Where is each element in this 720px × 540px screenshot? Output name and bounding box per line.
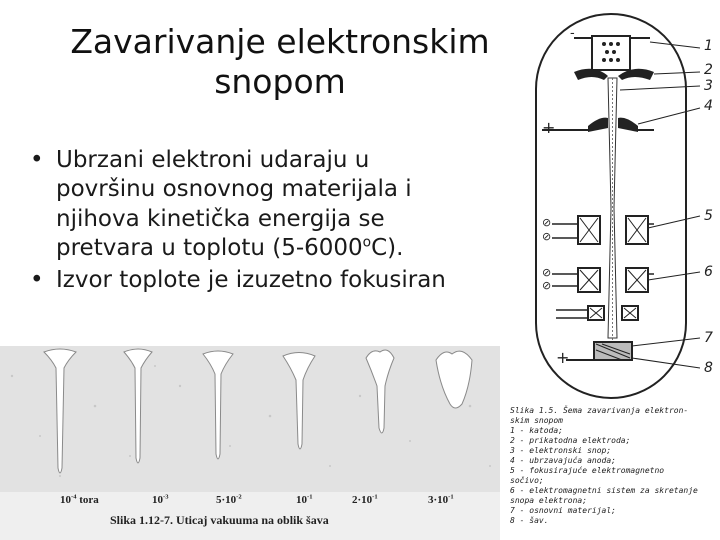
legend-line: 8 - šav. bbox=[510, 516, 549, 525]
legend-line: 7 - osnovni materijal; bbox=[510, 506, 616, 515]
diagram-number-4: 4 bbox=[704, 98, 713, 114]
schematic-legend bbox=[510, 406, 720, 526]
bullet-item-2 bbox=[28, 266, 508, 295]
vacuum-label-4: $10^{-1}$ bbox=[296, 493, 313, 506]
vacuum-label-1: $10^{-4}$ tora bbox=[60, 493, 99, 506]
title-line-2: snopom bbox=[214, 61, 346, 101]
ground-symbol-3: ⊘ bbox=[542, 266, 552, 279]
photo-caption: Slika 1.12-7. Uticaj vakuuma na oblik šava bbox=[110, 513, 329, 527]
legend-line: 3 - elektronski snop; bbox=[510, 446, 612, 455]
ground-symbol-1: ⊘ bbox=[542, 216, 552, 229]
bullet-1-line-4-post: C). bbox=[371, 235, 404, 262]
diagram-number-8: 8 bbox=[704, 360, 713, 376]
plus-terminal-anode: + bbox=[542, 118, 556, 137]
legend-line: 5 - fokusirajuće elektromagnetno bbox=[510, 466, 665, 475]
bullet-1-line-2: površinu osnovnog materijala i bbox=[56, 176, 412, 203]
bullet-1-line-4 bbox=[56, 234, 508, 263]
vacuum-label-5: $2\cdot 10^{-1}$ bbox=[352, 493, 378, 506]
legend-line: 4 - ubrzavajuća anoda; bbox=[510, 456, 616, 465]
ground-symbol-2: ⊘ bbox=[542, 230, 552, 243]
legend-line: skim snopom bbox=[510, 416, 563, 425]
legend-line: 2 - prikatodna elektroda; bbox=[510, 436, 631, 445]
slide-title bbox=[40, 22, 520, 101]
minus-terminal: - bbox=[570, 26, 575, 41]
bullet-list bbox=[28, 146, 508, 297]
plus-terminal-base: + bbox=[556, 348, 570, 367]
diagram-number-1: 1 bbox=[704, 38, 713, 54]
bullet-1-line-4-pre: pretvara u toplotu (5-6000 bbox=[56, 235, 363, 262]
cathode bbox=[592, 36, 630, 70]
legend-line: 6 - elektromagnetni sistem za skretanje bbox=[510, 486, 698, 495]
bullet-1-line-1: Ubrzani elektroni udaraju u bbox=[56, 147, 370, 173]
bullet-marker: • bbox=[30, 266, 44, 293]
vacuum-label-2: $10^{-3}$ bbox=[152, 493, 169, 506]
legend-line: sočivo; bbox=[510, 476, 544, 485]
title-line-1: Zavarivanje elektronskim bbox=[70, 22, 490, 61]
diagram-number-3: 3 bbox=[704, 78, 713, 94]
electron-beam-schematic bbox=[504, 8, 720, 406]
diagram-number-6: 6 bbox=[704, 264, 713, 280]
accelerating-anode bbox=[588, 118, 608, 132]
bullet-2-text: Izvor toplote je izuzetno fokusiran bbox=[56, 266, 446, 293]
vacuum-label-6: $3\cdot 10^{-1}$ bbox=[428, 493, 454, 506]
legend-line: snopa elektrona; bbox=[510, 496, 588, 505]
diagram-number-7: 7 bbox=[704, 330, 713, 346]
bullet-1-line-3: njihova kinetička energija se bbox=[56, 205, 385, 232]
legend-line: Slika 1.5. Šema zavarivanja elektron- bbox=[510, 406, 689, 415]
schematic-drawing bbox=[504, 8, 720, 406]
degree-superscript: o bbox=[362, 234, 372, 251]
bullet-marker: • bbox=[30, 147, 44, 173]
bullet-item-1 bbox=[28, 146, 508, 264]
diagram-number-2: 2 bbox=[704, 62, 713, 78]
weld-shape-drawing bbox=[0, 346, 500, 540]
ground-symbol-4: ⊘ bbox=[542, 279, 552, 292]
weld-shape-photo bbox=[0, 346, 500, 540]
vacuum-label-3: $5\cdot 10^{-2}$ bbox=[216, 493, 242, 506]
legend-line: 1 - katoda; bbox=[510, 426, 563, 435]
diagram-number-5: 5 bbox=[704, 208, 713, 224]
